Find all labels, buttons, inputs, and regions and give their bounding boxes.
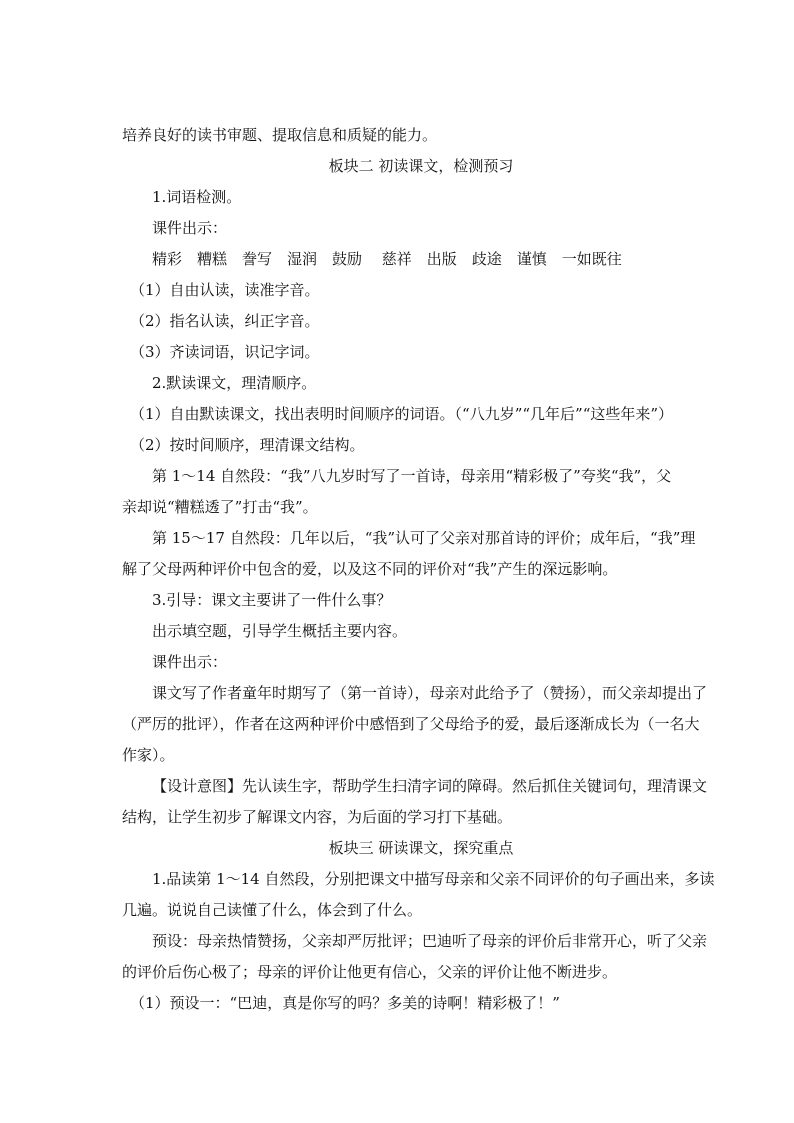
text-line: 培养良好的读书审题、提取信息和质疑的能力。 xyxy=(122,126,438,144)
text-line: 板块二 初读课文，检测预习 xyxy=(328,157,514,175)
text-line: 预设：母亲热情赞扬，父亲却严厉批评；巴迪听了母亲的评价后非常开心，听了父亲 xyxy=(152,932,708,950)
text-line: （1）自由认读，读准字音。 xyxy=(130,281,320,299)
text-line: 板块三 研读课文，探究重点 xyxy=(328,839,514,857)
text-line: 课件出示： xyxy=(152,219,228,237)
text-line: 的评价后伤心极了；母亲的评价让他更有信心，父亲的评价让他不断进步。 xyxy=(122,963,618,981)
text-line: （1）预设一：“巴迪，真是你写的吗？多美的诗啊！精彩极了！” xyxy=(130,994,560,1012)
text-line: （1）自由默读课文，找出表明时间顺序的词语。（“八九岁”“几年后”“这些年来”） xyxy=(130,405,674,423)
text-line: 出示填空题，引导学生概括主要内容。 xyxy=(152,622,408,640)
text-line: （2）按时间顺序，理清课文结构。 xyxy=(130,436,365,454)
text-line: 第 15～17 自然段：几年以后，“我”认可了父亲对那首诗的评价；成年后，“我”理 xyxy=(152,529,696,547)
text-line: 解了父母两种评价中包含的爱，以及这不同的评价对“我”产生的深远影响。 xyxy=(122,560,618,578)
text-line: （严厉的批评），作者在这两种评价中感悟到了父母给予的爱，最后逐渐成长为（一名大 xyxy=(122,715,700,733)
text-line: 第 1～14 自然段：“我”八九岁时写了一首诗，母亲用“精彩极了”夸奖“我”，父 xyxy=(152,467,672,485)
text-line: 精彩 糟糕 誊写 湿润 鼓励 慈祥 出版 歧途 谨慎 一如既往 xyxy=(152,250,622,268)
text-line: 课件出示： xyxy=(152,653,228,671)
document-page xyxy=(122,120,720,1019)
text-line: （3）齐读词语，识记字词。 xyxy=(130,343,320,361)
text-line: 1.词语检测。 xyxy=(152,188,242,206)
text-line: 作家）。 xyxy=(122,746,175,764)
text-line: 2.默读课文，理清顺序。 xyxy=(152,374,317,392)
text-line: 3.引导：课文主要讲了一件什么事？ xyxy=(152,591,392,609)
text-line: 课文写了作者童年时期写了（第一首诗），母亲对此给予了（赞扬），而父亲却提出了 xyxy=(152,684,708,702)
text-line: （2）指名认读，纠正字音。 xyxy=(130,312,320,330)
text-line: 【设计意图】先认读生字，帮助学生扫清字词的障碍。然后抓住关键词句，理清课文 xyxy=(152,777,708,795)
text-line: 亲却说“糟糕透了”打击“我”。 xyxy=(122,498,318,516)
text-line: 几遍。说说自己读懂了什么，体会到了什么。 xyxy=(122,901,423,919)
text-line: 1.品读第 1～14 自然段，分别把课文中描写母亲和父亲不同评价的句子画出来，多读 xyxy=(152,870,715,888)
text-line: 结构，让学生初步了解课文内容，为后面的学习打下基础。 xyxy=(122,808,513,826)
